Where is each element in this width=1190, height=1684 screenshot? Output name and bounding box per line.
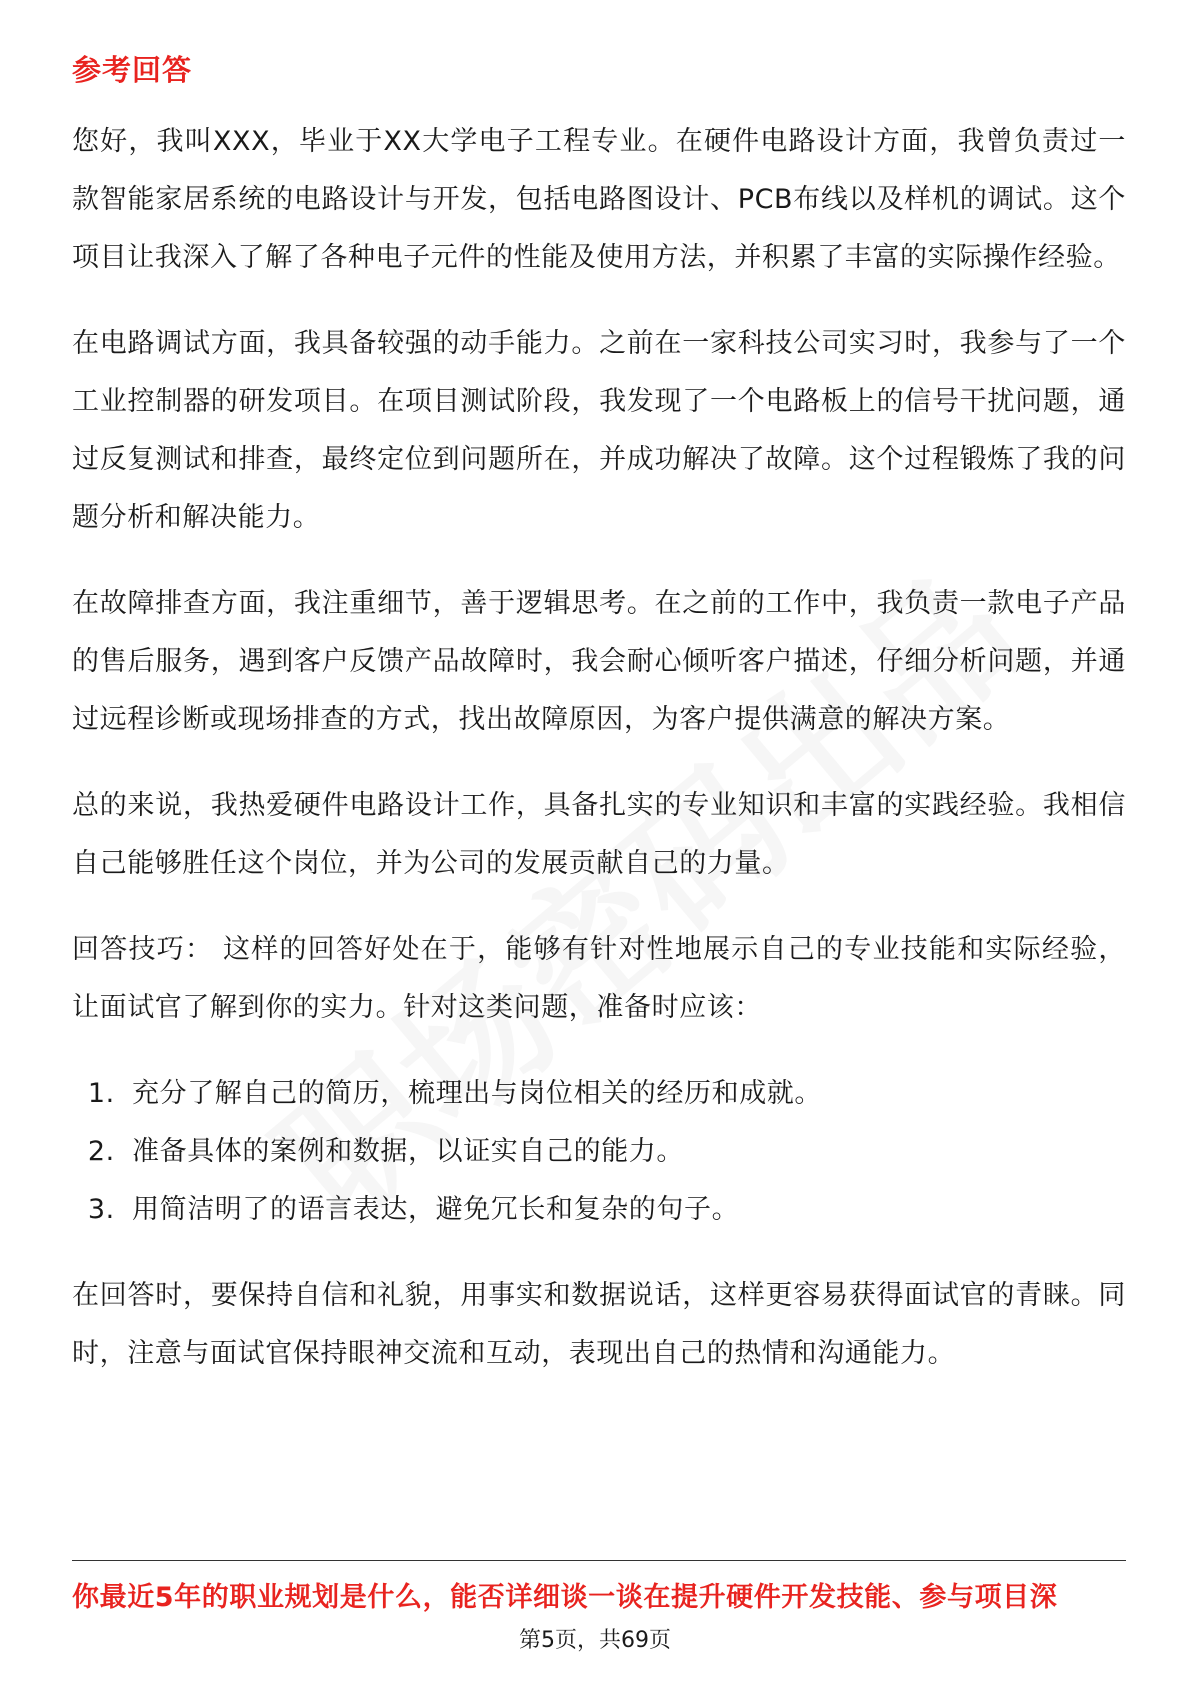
paragraph-tips-intro: 回答技巧： 这样的回答好处在于，能够有针对性地展示自己的专业技能和实际经验，让面试官了解到你的实力。针对这类问题，准备时应该： — [72, 934, 1126, 1023]
divider — [72, 1560, 1126, 1561]
paragraph-closing: 在回答时，要保持自信和礼貌，用事实和数据说话，这样更容易获得面试官的青睐。同时，注意与面试官保持眼神交流和互动，表现出自己的热情和沟通能力。 — [72, 1280, 1126, 1369]
paragraph-summary: 总的来说，我热爱硬件电路设计工作，具备扎实的专业知识和丰富的实践经验。我相信自己能够胜任这个岗位，并为公司的发展贡献自己的力量。 — [72, 790, 1126, 879]
tips-list — [72, 1065, 1126, 1239]
paragraph-intro: 您好，我叫XXX，毕业于XX大学电子工程专业。在硬件电路设计方面，我曾负责过一款智能家居系统的电路设计与开发，包括电路图设计、PCB布线以及样机的调试。这个项目让我深入了解了各种电子元件的性能及使用方法，并积累了丰富的实际操作经验。 — [72, 126, 1126, 273]
paragraph-debugging: 在电路调试方面，我具备较强的动手能力。之前在一家科技公司实习时，我参与了一个工业控制器的研发项目。在项目测试阶段，我发现了一个电路板上的信号干扰问题，通过反复测试和排查，最终定位到问题所在，并成功解决了故障。这个过程锻炼了我的问题分析和解决能力。 — [72, 328, 1126, 533]
next-question-title: 你最近5年的职业规划是什么，能否详细谈一谈在提升硬件开发技能、参与项目深 — [72, 1582, 1058, 1613]
list-item: 3. 用简洁明了的语言表达，避免冗长和复杂的句子。 — [124, 1181, 1126, 1239]
list-item: 1. 充分了解自己的简历，梳理出与岗位相关的经历和成就。 — [124, 1065, 1126, 1123]
section-heading: 参考回答 — [72, 53, 193, 87]
answer-content — [72, 113, 1126, 1411]
list-item: 2. 准备具体的案例和数据，以证实自己的能力。 — [124, 1123, 1126, 1181]
page-number: 第5页，共69页 — [519, 1628, 671, 1653]
paragraph-troubleshooting: 在故障排查方面，我注重细节，善于逻辑思考。在之前的工作中，我负责一款电子产品的售后服务，遇到客户反馈产品故障时，我会耐心倾听客户描述，仔细分析问题，并通过远程诊断或现场排查的方式，找出故障原因，为客户提供满意的解决方案。 — [72, 588, 1126, 735]
